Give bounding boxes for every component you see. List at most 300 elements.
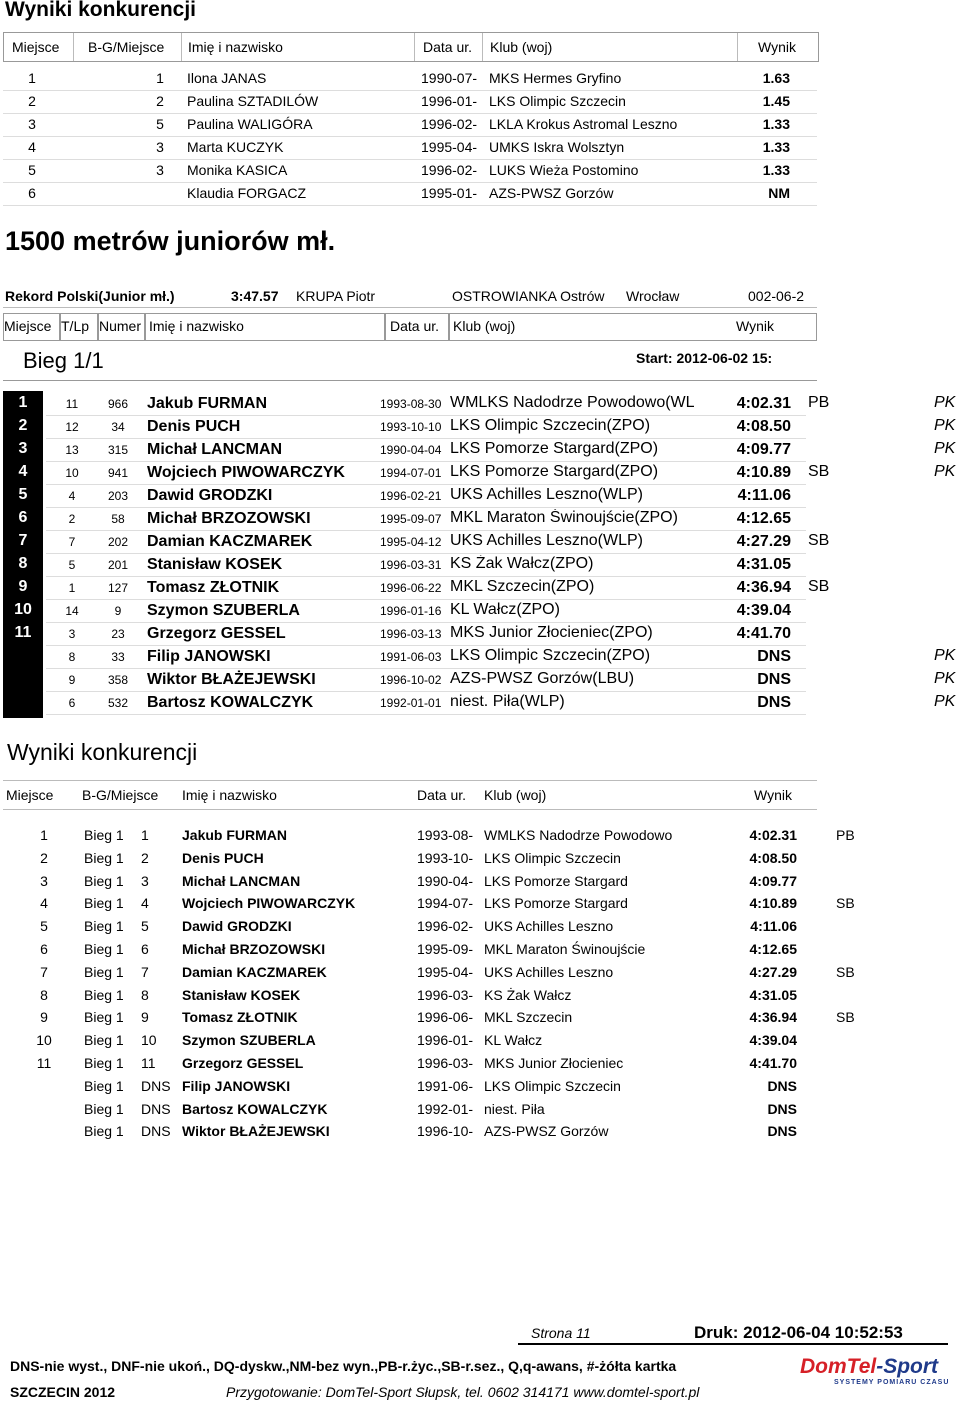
heat-row-name: Filip JANOWSKI xyxy=(147,648,271,665)
heat-row-date: 1995-09-07 xyxy=(380,512,442,526)
result-row-club: MKS Junior Złocieniec xyxy=(484,1055,624,1071)
result-row-name: Bartosz KOWALCZYK xyxy=(182,1100,328,1117)
heat-row-club: KS Żak Wałcz(ZPO) xyxy=(450,555,594,572)
heat-row-name: Grzegorz GESSEL xyxy=(147,625,286,642)
row-separator xyxy=(46,461,806,462)
result-row-heat-place: 3 xyxy=(141,872,149,889)
heat-row-club: KL Wałcz(ZPO) xyxy=(450,601,560,618)
heat-row-number: 532 xyxy=(107,696,129,710)
heat-row-name: Jakub FURMAN xyxy=(147,395,268,412)
heat-row-place: 8 xyxy=(18,555,28,572)
heat-row-result: 4:08.50 xyxy=(736,418,791,435)
table-row-place: 5 xyxy=(28,162,36,178)
result-row-date: 1991-06- xyxy=(417,1077,474,1094)
record-date: 002-06-2 xyxy=(748,288,805,304)
result-row-date: 1996-02- xyxy=(417,918,474,935)
row-separator xyxy=(46,691,806,692)
heat-row-result: 4:11.06 xyxy=(737,487,791,504)
heat-row-name: Dawid GRODZKI xyxy=(147,487,273,504)
heat-row-club: MKS Junior Złocieniec(ZPO) xyxy=(450,624,653,641)
col-header-name: Imię i nazwisko xyxy=(188,39,283,55)
result-row-place: 11 xyxy=(36,1055,52,1071)
heat-row-club: MKL Maraton Świnoujście(ZPO) xyxy=(450,509,678,526)
heat-row-lp: 11 xyxy=(65,397,79,411)
heat-row-name: Tomasz ZŁOTNIK xyxy=(147,579,280,596)
result-row-date: 1992-01- xyxy=(417,1100,474,1117)
table-row-bg: 2 xyxy=(156,93,164,109)
heat-row-place: 3 xyxy=(18,440,28,457)
heat-row-lp: 5 xyxy=(68,558,76,572)
heat-col-num: Numer xyxy=(99,318,142,334)
heat-row-name: Michał LANCMAN xyxy=(147,441,283,458)
table-row-name: Marta KUCZYK xyxy=(187,139,284,155)
result-row-club: LKS Pomorze Stargard xyxy=(484,872,628,889)
col-header-club: Klub (woj) xyxy=(490,39,553,55)
heat-row-place: 7 xyxy=(18,532,28,549)
table-row-club: LKLA Krokus Astromal Leszno xyxy=(489,116,678,132)
heat-row-number: 33 xyxy=(111,650,125,664)
heat-row-lp: 4 xyxy=(68,489,76,503)
heat-row-result: DNS xyxy=(757,671,791,688)
heat-col-place: Miejsce xyxy=(4,318,52,334)
result-row-result: 4:12.65 xyxy=(749,941,797,957)
table-row-place: 3 xyxy=(28,116,36,132)
row-separator xyxy=(46,714,806,715)
table-row-place: 2 xyxy=(28,93,36,109)
row-separator xyxy=(3,136,817,137)
result-row-heat-place: 2 xyxy=(141,849,149,866)
heat-row-number: 23 xyxy=(111,627,125,641)
table-row-result: 1.33 xyxy=(762,116,790,132)
result-row-heat-place: DNS xyxy=(141,1100,171,1117)
section3-title: Wyniki konkurencji xyxy=(7,739,198,765)
heat-row-date: 1992-01-01 xyxy=(380,696,442,710)
table-row-date: 1995-01- xyxy=(421,185,478,201)
heat-row-result: 4:12.65 xyxy=(736,510,791,527)
result-row-heat: Bieg 1 xyxy=(84,986,124,1003)
heat-row-number: 202 xyxy=(107,535,129,549)
heat-row-lp: 14 xyxy=(65,604,79,618)
result-row-record: SB xyxy=(836,963,855,980)
heat-row-name: Damian KACZMAREK xyxy=(147,533,313,550)
record-name: KRUPA Piotr xyxy=(296,288,376,304)
heat-row-pk: PK xyxy=(934,670,956,687)
heat-row-lp: 10 xyxy=(65,466,79,480)
table-row-date: 1996-01- xyxy=(421,93,478,109)
heat-row-club: MKL Szczecin(ZPO) xyxy=(450,578,595,595)
result-row-club: UKS Achilles Leszno xyxy=(484,963,614,980)
heat-row-date: 1993-10-10 xyxy=(380,420,442,434)
result-row-heat-place: 1 xyxy=(141,827,149,843)
result-row-place: 5 xyxy=(40,918,48,935)
result-row-result: 4:27.29 xyxy=(749,963,797,980)
table-row-name: Monika KASICA xyxy=(187,162,288,178)
result-row-heat-place: 6 xyxy=(141,941,149,957)
result-row-place: 3 xyxy=(40,872,48,889)
table-row-club: AZS-PWSZ Gorzów xyxy=(489,185,614,201)
heat-row-result: 4:10.89 xyxy=(736,464,791,481)
result-row-date: 1996-10- xyxy=(417,1123,474,1140)
heat-row-date: 1996-10-02 xyxy=(380,673,442,687)
result-row-place: 6 xyxy=(40,941,48,957)
heat-row-date: 1993-08-30 xyxy=(380,397,442,411)
result-row-name: Jakub FURMAN xyxy=(182,827,288,843)
heat-row-date: 1990-04-04 xyxy=(380,443,442,457)
heat-row-result: DNS xyxy=(757,694,791,711)
heat-row-place: 9 xyxy=(18,578,28,595)
s3-col-club: Klub (woj) xyxy=(484,787,547,803)
result-row-place: 8 xyxy=(40,986,48,1003)
result-row-club: WMLKS Nadodrze Powodowo xyxy=(484,827,673,843)
result-row-name: Michał BRZOZOWSKI xyxy=(182,941,326,957)
result-row-date: 1993-10- xyxy=(417,849,474,866)
record-underline xyxy=(3,307,817,308)
result-row-name: Grzegorz GESSEL xyxy=(182,1055,304,1071)
result-row-date: 1990-04- xyxy=(417,872,474,889)
table-row-result: 1.45 xyxy=(762,93,790,109)
result-row-result: 4:11.06 xyxy=(750,918,797,935)
heat-row-club: LKS Olimpic Szczecin(ZPO) xyxy=(450,417,651,434)
heat-row-name: Wojciech PIWOWARCZYK xyxy=(147,464,345,481)
heat-row-name: Denis PUCH xyxy=(147,418,241,435)
page-number: Strona 11 xyxy=(531,1325,591,1341)
heat-row-number: 9 xyxy=(114,604,122,618)
result-row-club: MKL Maraton Świnoujście xyxy=(484,941,646,957)
table-row-club: MKS Hermes Gryfino xyxy=(489,70,622,86)
heat-row-club: LKS Olimpic Szczecin(ZPO) xyxy=(450,647,651,664)
heat-row-club: UKS Achilles Leszno(WLP) xyxy=(450,532,643,549)
heat-row-number: 315 xyxy=(107,443,129,457)
result-row-club: LKS Olimpic Szczecin xyxy=(484,849,621,866)
result-row-place: 2 xyxy=(40,849,48,866)
result-row-date: 1993-08- xyxy=(417,827,474,843)
heat-row-place: 10 xyxy=(14,601,32,618)
heat-row-place: 1 xyxy=(18,394,28,411)
heat-row-record: SB xyxy=(808,463,830,480)
result-row-heat: Bieg 1 xyxy=(84,1123,124,1140)
row-separator xyxy=(46,415,806,416)
result-row-heat-place: 11 xyxy=(141,1055,156,1071)
result-row-date: 1994-07- xyxy=(417,895,474,912)
table-row-club: UMKS Iskra Wolsztyn xyxy=(489,139,625,155)
heat-row-pk: PK xyxy=(934,394,956,411)
heat-row-place: 11 xyxy=(14,624,32,641)
row-separator xyxy=(46,507,806,508)
record-club: OSTROWIANKA Ostrów xyxy=(452,288,605,304)
result-row-heat-place: 10 xyxy=(141,1032,157,1049)
record-time: 3:47.57 xyxy=(231,288,279,304)
heat-row-record: SB xyxy=(808,532,830,549)
result-row-name: Wiktor BŁAŻEJEWSKI xyxy=(182,1123,330,1140)
result-row-heat: Bieg 1 xyxy=(84,827,124,843)
domtel-logo xyxy=(800,1355,950,1385)
result-row-heat: Bieg 1 xyxy=(84,1100,124,1117)
result-row-place: 7 xyxy=(40,963,48,980)
row-separator xyxy=(46,668,806,669)
result-row-result: 4:39.04 xyxy=(749,1032,797,1049)
result-row-club: KL Wałcz xyxy=(484,1032,543,1049)
result-row-heat: Bieg 1 xyxy=(84,872,124,889)
result-row-club: niest. Piła xyxy=(484,1100,545,1117)
heat-row-place: 5 xyxy=(18,486,28,503)
heat-row-result: DNS xyxy=(757,648,791,665)
result-row-name: Dawid GRODZKI xyxy=(182,918,292,935)
result-row-place: 1 xyxy=(40,827,48,843)
result-row-club: UKS Achilles Leszno xyxy=(484,918,614,935)
s3-col-result: Wynik xyxy=(754,787,792,803)
heat-row-lp: 8 xyxy=(68,650,76,664)
result-row-club: AZS-PWSZ Gorzów xyxy=(484,1123,609,1140)
result-row-name: Wojciech PIWOWARCZYK xyxy=(182,895,356,912)
heat-col-club: Klub (woj) xyxy=(453,318,516,334)
table-row-place: 1 xyxy=(28,70,36,86)
heat-row-number: 127 xyxy=(107,581,129,595)
table-row-club: LUKS Wieża Postomino xyxy=(489,162,639,178)
heat-row-date: 1996-01-16 xyxy=(380,604,442,618)
result-row-result: DNS xyxy=(767,1077,797,1094)
heat-row-date: 1996-03-13 xyxy=(380,627,442,641)
table-row-bg: 3 xyxy=(156,139,164,155)
result-row-result: 4:09.77 xyxy=(749,872,797,889)
logo-tagline: SYSTEMY POMIARU CZASU xyxy=(834,1379,950,1386)
result-row-heat: Bieg 1 xyxy=(84,849,124,866)
heat-col-result: Wynik xyxy=(736,318,774,334)
heat-divider xyxy=(3,380,817,381)
heat-row-result: 4:41.70 xyxy=(736,625,791,642)
heat-row-number: 58 xyxy=(111,512,125,526)
heat-row-lp: 13 xyxy=(65,443,79,457)
heat-row-lp: 3 xyxy=(68,627,76,641)
row-separator xyxy=(3,90,817,91)
table-row-result: NM xyxy=(768,185,790,201)
col-header-date: Data ur. xyxy=(423,39,473,55)
row-separator xyxy=(3,205,817,206)
row-separator xyxy=(46,484,806,485)
result-row-heat: Bieg 1 xyxy=(84,1055,124,1071)
heat-row-place: 4 xyxy=(18,463,28,480)
table-row-date: 1996-02- xyxy=(421,162,478,178)
result-row-result: 4:02.31 xyxy=(749,827,797,843)
table-row-result: 1.63 xyxy=(762,70,790,86)
logo-text: DomTel-Sport xyxy=(800,1355,939,1378)
result-row-heat: Bieg 1 xyxy=(84,1032,124,1049)
heat-row-club: WMLKS Nadodrze Powodowo(WL xyxy=(450,394,695,411)
result-row-heat: Bieg 1 xyxy=(84,895,124,912)
heat-row-pk: PK xyxy=(934,440,956,457)
heat-row-date: 1996-06-22 xyxy=(380,581,442,595)
table-row-place: 4 xyxy=(28,139,36,155)
heat-row-record: SB xyxy=(808,578,830,595)
result-row-club: MKL Szczecin xyxy=(484,1009,573,1026)
heat-row-number: 941 xyxy=(107,466,129,480)
heat-row-result: 4:02.31 xyxy=(736,395,791,412)
result-row-record: PB xyxy=(836,827,855,843)
result-row-result: 4:41.70 xyxy=(749,1055,797,1071)
heat-row-date: 1991-06-03 xyxy=(380,650,442,664)
heat-row-number: 34 xyxy=(111,420,125,434)
heat-row-number: 966 xyxy=(107,397,129,411)
result-row-name: Filip JANOWSKI xyxy=(182,1077,291,1094)
table-row-club: LKS Olimpic Szczecin xyxy=(489,93,626,109)
row-separator xyxy=(3,159,817,160)
table-row-place: 6 xyxy=(28,185,36,201)
result-row-heat-place: 5 xyxy=(141,918,149,935)
result-row-date: 1995-04- xyxy=(417,963,474,980)
result-row-result: 4:08.50 xyxy=(749,849,797,866)
result-row-name: Michał LANCMAN xyxy=(182,872,301,889)
result-row-name: Stanisław KOSEK xyxy=(182,986,301,1003)
result-row-heat: Bieg 1 xyxy=(84,941,124,957)
heat-title: Bieg 1/1 xyxy=(23,348,104,373)
result-row-result: 4:36.94 xyxy=(749,1009,797,1026)
heat-row-date: 1996-03-31 xyxy=(380,558,442,572)
row-separator xyxy=(46,645,806,646)
result-row-record: SB xyxy=(836,1009,855,1026)
result-row-result: DNS xyxy=(767,1100,797,1117)
heat-row-name: Michał BRZOZOWSKI xyxy=(147,510,311,527)
result-row-result: 4:10.89 xyxy=(749,895,797,912)
heat-row-lp: 12 xyxy=(65,420,79,434)
result-row-heat: Bieg 1 xyxy=(84,918,124,935)
heat-row-name: Bartosz KOWALCZYK xyxy=(147,694,314,711)
result-row-date: 1995-09- xyxy=(417,941,474,957)
table-row-name: Klaudia FORGACZ xyxy=(187,185,307,201)
heat-col-lp: T/Lp xyxy=(61,318,90,334)
heat-row-club: LKS Pomorze Stargard(ZPO) xyxy=(450,463,659,480)
heat-row-name: Stanisław KOSEK xyxy=(147,556,283,573)
heat-row-club: LKS Pomorze Stargard(ZPO) xyxy=(450,440,659,457)
row-separator xyxy=(46,576,806,577)
heat-row-result: 4:09.77 xyxy=(736,441,791,458)
heat-row-result: 4:31.05 xyxy=(736,556,791,573)
result-row-place: 4 xyxy=(40,895,48,912)
table-row-name: Paulina SZTADILÓW xyxy=(187,93,319,109)
table-row-date: 1995-04- xyxy=(421,139,478,155)
heat-row-club: AZS-PWSZ Gorzów(LBU) xyxy=(450,670,635,687)
col-header-place: Miejsce xyxy=(12,39,60,55)
s3-col-place: Miejsce xyxy=(6,787,54,803)
result-row-name: Szymon SZUBERLA xyxy=(182,1032,316,1049)
row-separator xyxy=(46,599,806,600)
result-row-date: 1996-03- xyxy=(417,986,474,1003)
row-separator xyxy=(3,182,817,183)
result-row-date: 1996-06- xyxy=(417,1009,474,1026)
section1-title: Wyniki konkurencji xyxy=(5,0,196,21)
result-row-heat: Bieg 1 xyxy=(84,1077,124,1094)
result-row-heat-place: DNS xyxy=(141,1123,171,1140)
heat-row-lp: 9 xyxy=(68,673,76,687)
result-row-heat-place: DNS xyxy=(141,1077,171,1094)
heat-row-pk: PK xyxy=(934,417,956,434)
section1-header-bar xyxy=(3,32,819,62)
event-name: SZCZECIN 2012 xyxy=(10,1384,116,1400)
result-row-place: 10 xyxy=(36,1032,52,1049)
heat-row-result: 4:36.94 xyxy=(736,579,791,596)
print-date: Druk: 2012-06-04 10:52:53 xyxy=(694,1323,903,1342)
result-row-club: KS Żak Wałcz xyxy=(484,986,572,1003)
result-row-name: Damian KACZMAREK xyxy=(182,963,327,980)
heat-row-lp: 1 xyxy=(68,581,76,595)
event-header-bar xyxy=(3,313,817,341)
result-row-place: 9 xyxy=(40,1009,48,1026)
section3-header-bar xyxy=(3,780,817,810)
prepared-by: Przygotowanie: DomTel-Sport Słupsk, tel. 0602 314171 www.domtel-sport.pl xyxy=(226,1384,700,1400)
col-header-bg: B-G/Miejsce xyxy=(88,39,165,55)
heat-row-result: 4:39.04 xyxy=(736,602,791,619)
result-row-date: 1996-01- xyxy=(417,1032,474,1049)
heat-row-lp: 7 xyxy=(68,535,76,549)
row-separator xyxy=(3,113,817,114)
row-separator xyxy=(46,622,806,623)
heat-row-name: Szymon SZUBERLA xyxy=(147,602,300,619)
result-row-name: Tomasz ZŁOTNIK xyxy=(182,1009,298,1026)
heat-row-club: UKS Achilles Leszno(WLP) xyxy=(450,486,643,503)
heat-row-pk: PK xyxy=(934,693,956,710)
result-row-heat: Bieg 1 xyxy=(84,963,124,980)
heat-row-date: 1995-04-12 xyxy=(380,535,442,549)
result-row-date: 1996-03- xyxy=(417,1055,474,1071)
table-row-result: 1.33 xyxy=(762,162,790,178)
heat-row-lp: 6 xyxy=(68,696,76,710)
heat-row-place: 6 xyxy=(18,509,28,526)
heat-row-name: Wiktor BŁAŻEJEWSKI xyxy=(147,671,316,688)
heat-start: Start: 2012-06-02 15: xyxy=(636,350,773,366)
col-header-result: Wynik xyxy=(758,39,796,55)
table-row-bg: 1 xyxy=(156,70,164,86)
heat-row-lp: 2 xyxy=(68,512,76,526)
table-row-result: 1.33 xyxy=(762,139,790,155)
s3-col-date: Data ur. xyxy=(417,787,467,803)
heat-col-date: Data ur. xyxy=(390,318,440,334)
record-label: Rekord Polski(Junior mł.) xyxy=(5,288,175,304)
heat-row-date: 1996-02-21 xyxy=(380,489,442,503)
result-row-result: DNS xyxy=(767,1123,797,1140)
heat-row-number: 203 xyxy=(107,489,129,503)
result-row-heat-place: 7 xyxy=(141,963,149,980)
row-separator xyxy=(46,530,806,531)
result-row-result: 4:31.05 xyxy=(749,986,797,1003)
event-title: 1500 metrów juniorów mł. xyxy=(5,226,336,256)
table-row-date: 1990-07- xyxy=(421,70,478,86)
row-separator xyxy=(46,438,806,439)
table-row-name: Paulina WALIGÓRA xyxy=(187,116,313,132)
s3-col-bg: B-G/Miejsce xyxy=(82,787,159,803)
heat-row-number: 201 xyxy=(107,558,129,572)
table-row-bg: 3 xyxy=(156,162,164,178)
result-row-heat-place: 8 xyxy=(141,986,149,1003)
result-row-record: SB xyxy=(836,895,855,912)
footer-rule xyxy=(518,1343,948,1345)
table-row-date: 1996-02- xyxy=(421,116,478,132)
legend-text: DNS-nie wyst., DNF-nie ukoń., DQ-dyskw.,NM-bez wyn.,PB-r.życ.,SB-r.sez., Q,q-awans, #-żółta kartka xyxy=(10,1358,677,1374)
heat-row-number: 358 xyxy=(107,673,129,687)
heat-row-record: PB xyxy=(808,394,830,411)
heat-row-pk: PK xyxy=(934,647,956,664)
result-row-heat-place: 9 xyxy=(141,1009,149,1026)
heat-row-place: 2 xyxy=(18,417,28,434)
result-row-heat-place: 4 xyxy=(141,895,149,912)
table-row-bg: 5 xyxy=(156,116,164,132)
result-row-name: Denis PUCH xyxy=(182,849,264,866)
heat-row-pk: PK xyxy=(934,463,956,480)
s3-col-name: Imię i nazwisko xyxy=(182,787,277,803)
result-row-heat: Bieg 1 xyxy=(84,1009,124,1026)
result-row-club: LKS Olimpic Szczecin xyxy=(484,1077,621,1094)
record-place: Wrocław xyxy=(626,288,680,304)
heat-row-result: 4:27.29 xyxy=(736,533,791,550)
table-row-name: Ilona JANAS xyxy=(187,70,267,86)
heat-col-name: Imię i nazwisko xyxy=(149,318,244,334)
